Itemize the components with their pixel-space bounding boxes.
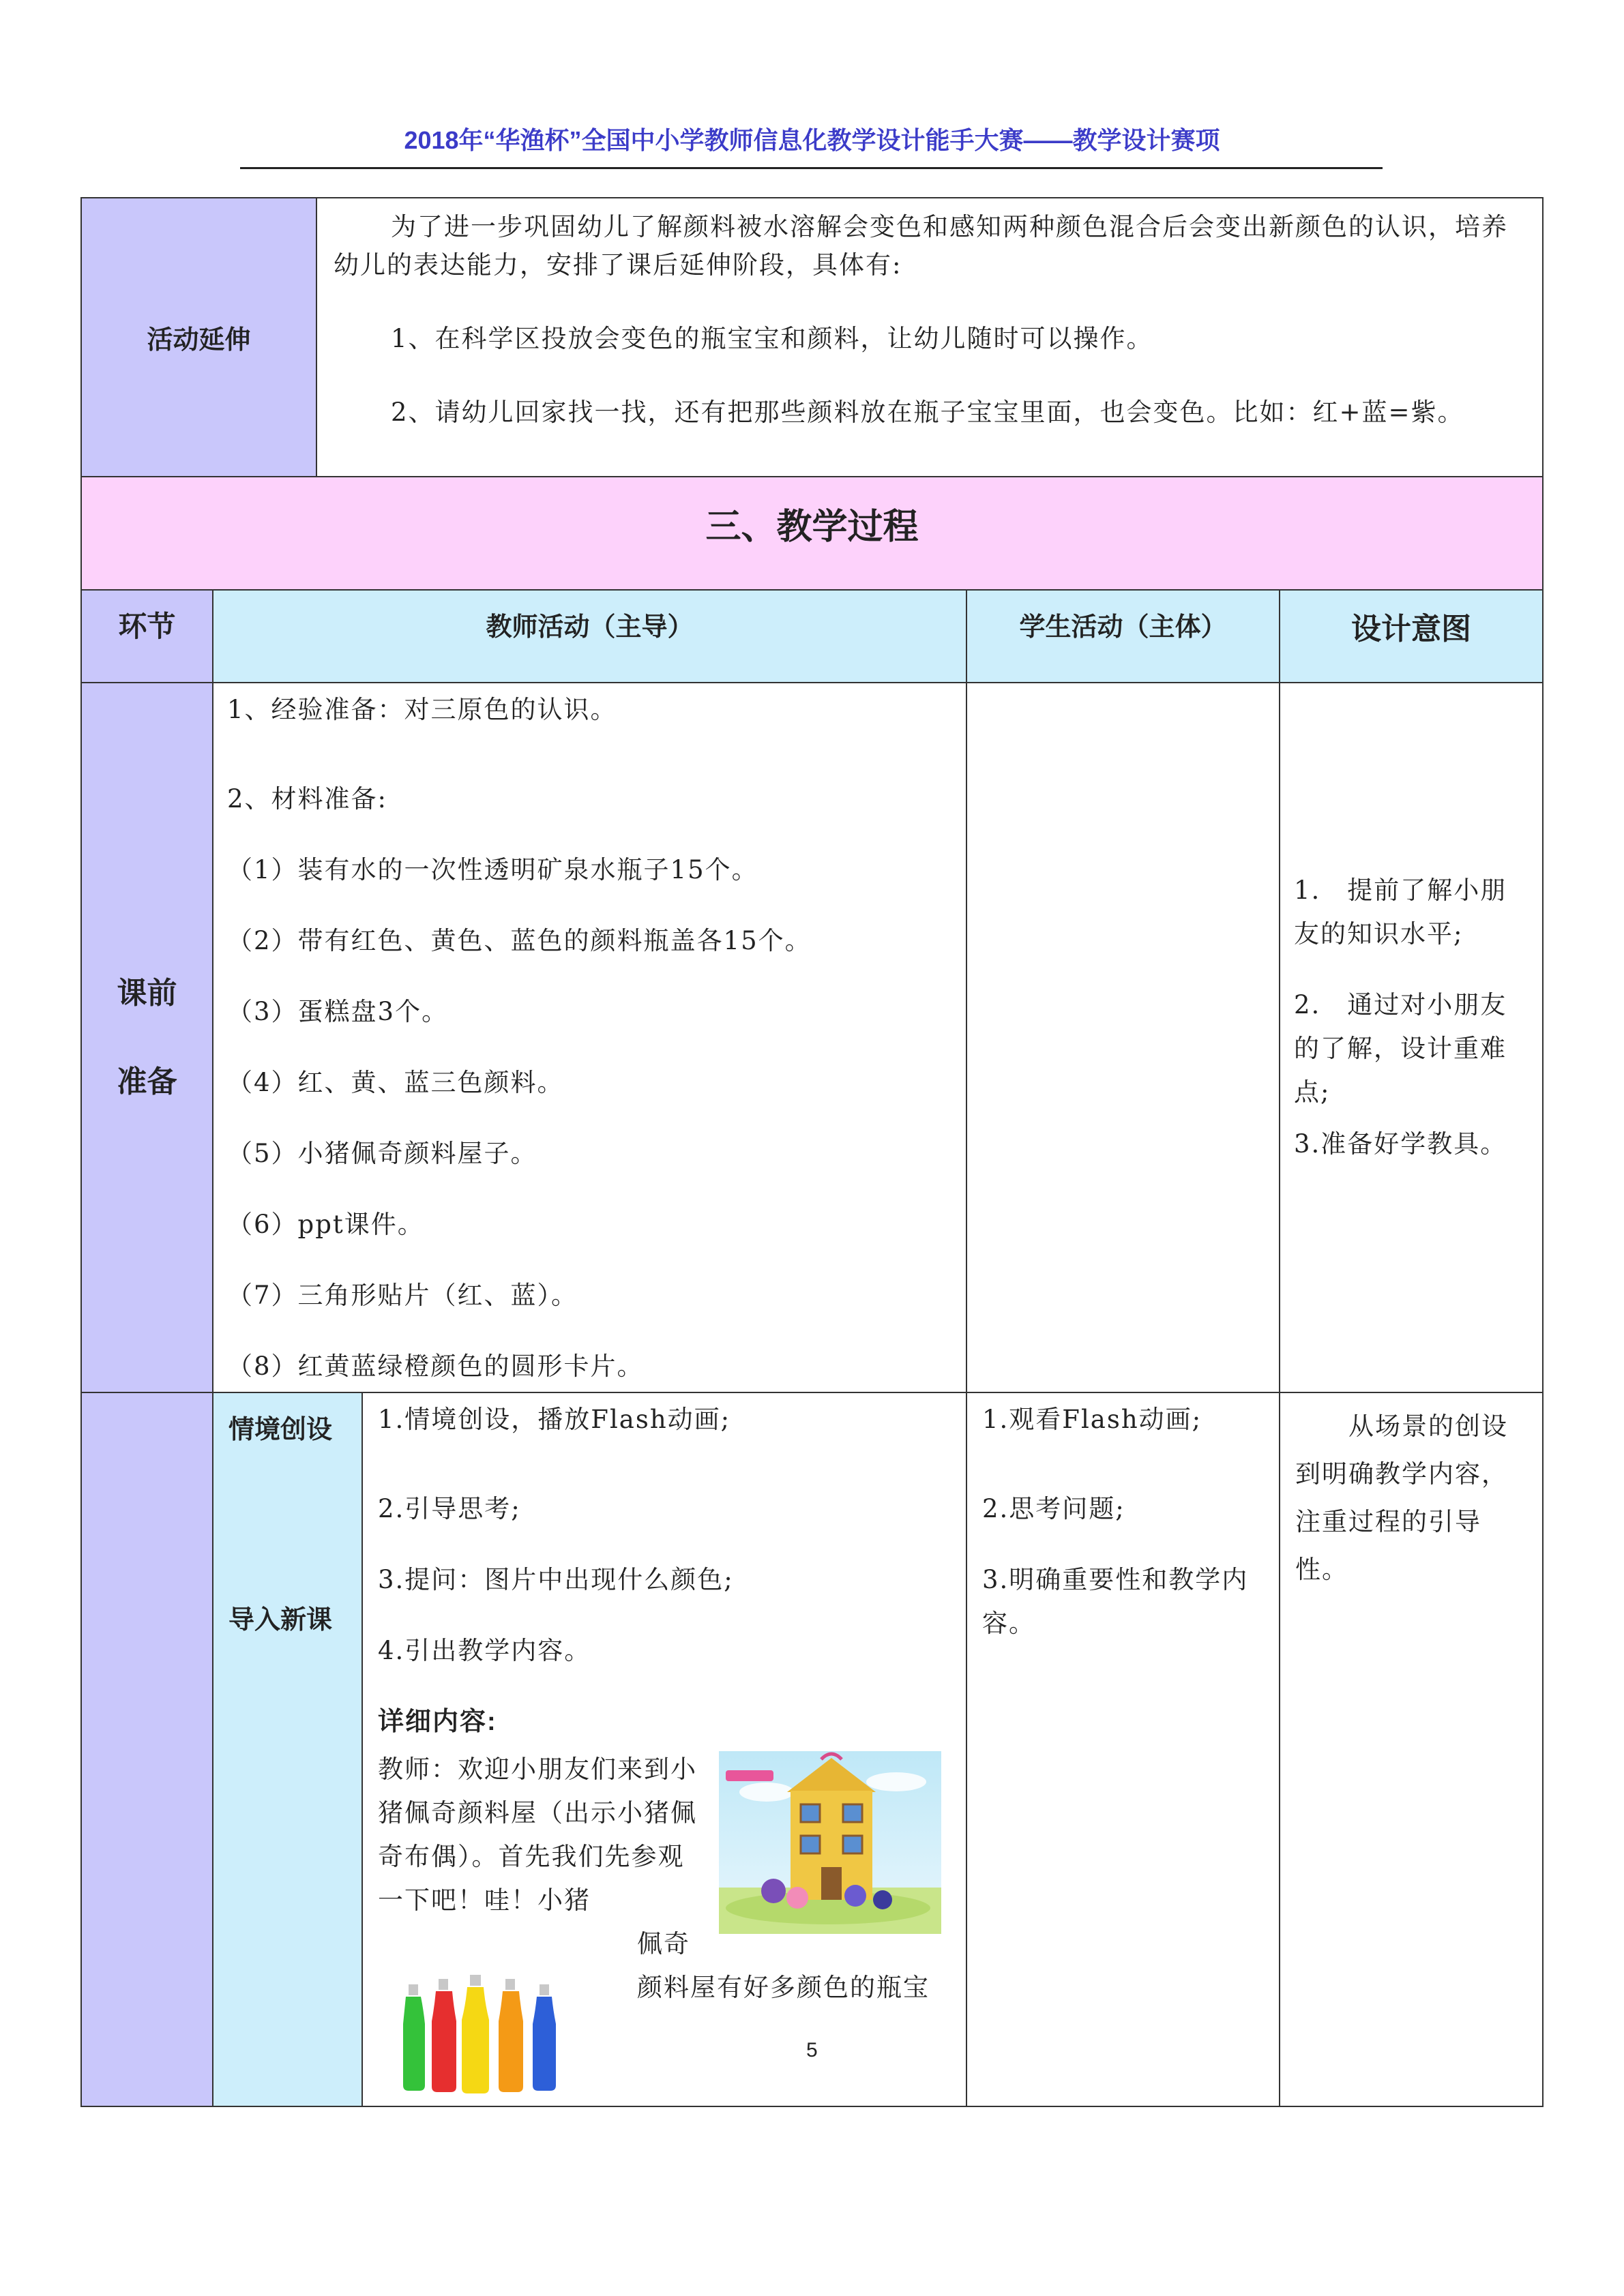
header-stage-cell (80, 589, 213, 683)
intro-detail-label: 详细内容: (378, 1708, 497, 1736)
header-stage: 环节 (118, 610, 176, 642)
header-rule (240, 167, 1383, 169)
header-teacher-cell (212, 589, 967, 683)
intro-student-cell (966, 1392, 1280, 2107)
prep-item: （5）小猪佩奇颜料屋子。 (227, 1139, 537, 1168)
section-title-cell (80, 476, 1544, 591)
prep-item: （6）ppt课件。 (227, 1210, 424, 1239)
intro-teacher-item: 3.提问：图片中出现什么颜色; (378, 1565, 734, 1594)
prep-label-cell (80, 682, 213, 1393)
prep-intent-cell (1279, 682, 1544, 1393)
color-bottles-image (399, 1969, 576, 2093)
header-student: 学生活动（主体） (1019, 613, 1227, 642)
prep-label-line2: 准备 (117, 1064, 177, 1099)
prep-item: （7）三角形贴片（红、蓝）。 (227, 1281, 578, 1310)
prep-label-line1: 课前 (117, 976, 177, 1010)
prep-item: 1、经验准备：对三原色的认识。 (227, 695, 617, 724)
extension-item-2: 2、请幼儿回家找一找，还有把那些颜料放在瓶子宝宝里面，也会变色。比如：红+蓝=紫。 (391, 398, 1464, 427)
color-bottles-illustration (399, 1969, 576, 2093)
intro-detail-text-1: 教师：欢迎小朋友们来到小猪佩奇颜料屋（出示小猪佩奇布偶）。首先我们先参观一下吧！哇！小猪 (378, 1755, 697, 1915)
prep-intent-item: 2. 通过对小朋友的了解，设计重难点; (1294, 990, 1507, 1107)
prep-item: （3）蛋糕盘3个。 (227, 997, 449, 1026)
extension-intro: 为了进一步巩固幼儿了解颜料被水溶解会变色和感知两种颜色混合后会变出新颜色的认识，培养幼儿的表达能力，安排了课后延伸阶段，具体有: (334, 212, 1508, 280)
intro-teacher-item: 2.引导思考; (378, 1494, 521, 1523)
header-teacher: 教师活动（主导） (486, 613, 694, 642)
extension-label: 活动延伸 (147, 326, 251, 355)
header-intent-cell (1279, 589, 1544, 683)
section-title: 三、教学过程 (705, 507, 919, 547)
intro-sublabel-1: 情境创设 (228, 1416, 333, 1444)
intro-intent-cell (1279, 1392, 1544, 2107)
intro-student-item: 1.观看Flash动画; (982, 1405, 1202, 1434)
document-header-title: 2018年“华渔杯”全国中小学教师信息化教学设计能手大赛——教学设计赛项 (404, 126, 1220, 154)
intro-sublabel-cell (212, 1392, 363, 2107)
prep-intent-item: 1. 提前了解小朋友的知识水平; (1294, 876, 1507, 949)
extension-item-1: 1、在科学区投放会变色的瓶宝宝和颜料，让幼儿随时可以操作。 (391, 324, 1153, 353)
intro-detail-text-2: 佩奇 (637, 1929, 690, 1958)
prep-student-cell (966, 682, 1280, 1393)
extension-label-cell (80, 197, 317, 477)
prep-teacher-cell (212, 682, 967, 1393)
peppa-house-image (719, 1751, 941, 1934)
prep-item: （2）带有红色、黄色、蓝色的颜料瓶盖各15个。 (227, 926, 812, 955)
prep-item: （1）装有水的一次性透明矿泉水瓶子15个。 (227, 855, 758, 884)
intro-detail-text-3: 颜料屋有好多颜色的瓶宝 (637, 1973, 930, 2002)
prep-intent-item: 3.准备好学教具。 (1294, 1129, 1507, 1159)
page-number: 5 (806, 2039, 818, 2061)
intro-intent: 从场景的创设到明确教学内容，注重过程的引导性。 (1295, 1412, 1508, 1584)
intro-student-item: 2.思考问题; (982, 1494, 1125, 1523)
intro-stage-cell (80, 1392, 213, 2107)
header-intent: 设计意图 (1351, 612, 1471, 646)
intro-teacher-item: 1.情境创设，播放Flash动画; (378, 1405, 731, 1434)
prep-item: （8）红黄蓝绿橙颜色的圆形卡片。 (227, 1352, 644, 1381)
header-student-cell (966, 589, 1280, 683)
prep-item: 2、材料准备: (227, 784, 388, 814)
intro-student-item: 3.明确重要性和教学内容。 (982, 1565, 1249, 1638)
peppa-house-illustration (719, 1751, 941, 1934)
intro-sublabel-2: 导入新课 (228, 1606, 333, 1635)
extension-content-cell (316, 197, 1544, 477)
prep-item: （4）红、黄、蓝三色颜料。 (227, 1068, 564, 1097)
intro-teacher-item: 4.引出教学内容。 (378, 1636, 591, 1665)
